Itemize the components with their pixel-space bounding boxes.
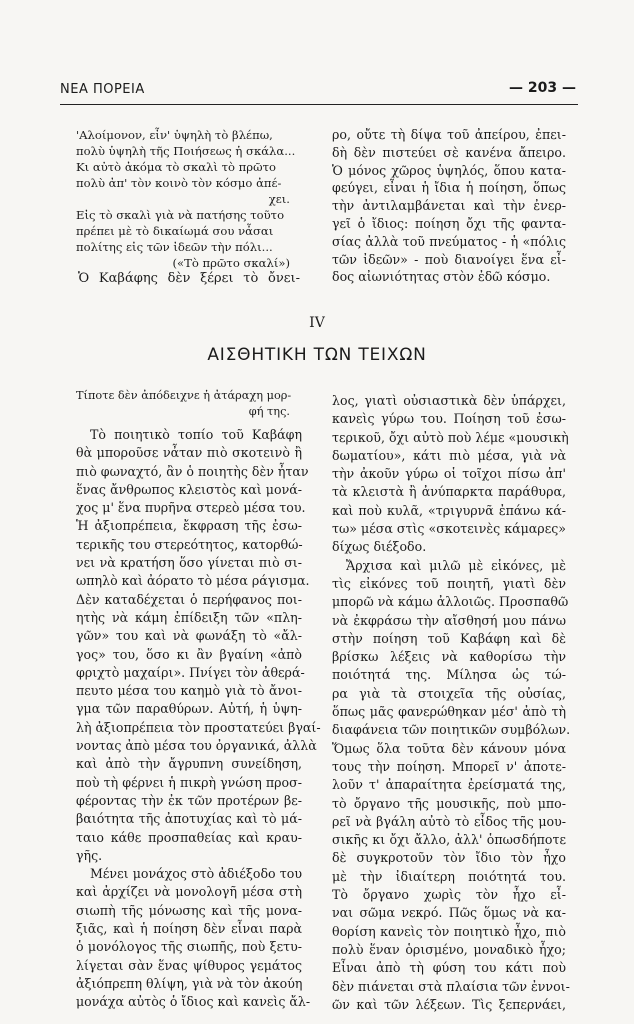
text-line: πευτο μέσα του καημὸ γιὰ τὸ ἄνοι- bbox=[76, 683, 302, 699]
poem-line: πολὺ ἀπ' τὸν κοινὸ τὸν κόσμο ἀπέ- bbox=[76, 176, 282, 190]
text-line: καὶ ἀπὸ τὴν ἄγρυπνη συνείδηση, bbox=[76, 756, 302, 772]
text-line: στὴν ποίηση τοῦ Καβάφη καὶ δὲ bbox=[332, 630, 566, 646]
text-line: τους τὴν ποίηση. Μπορεῖ ν' ἀποτε- bbox=[332, 758, 566, 774]
header-rule bbox=[60, 104, 578, 105]
text-line: Εἶναι ἀπὸ τὴ φύση του κάτι ποὺ bbox=[332, 960, 566, 976]
section-title: ΑΙΣΘΗΤΙΚΗ ΤΩΝ ΤΕΙΧΩΝ bbox=[207, 345, 427, 365]
text-line: διαφάνεια τῶν ποιητικῶν συμβόλων. bbox=[332, 722, 571, 738]
text-line: ὁ μονόλογος τῆς σιωπῆς, ποὺ ξετυ- bbox=[76, 939, 302, 955]
text-line: Ἄρχισα καὶ μιλῶ μὲ εἰκόνες, μὲ bbox=[346, 557, 566, 573]
text-line: νει νὰ κρατήση ὅσο γίνεται πιὸ σι- bbox=[76, 555, 302, 571]
text-line: δὲ συγκροτοῦν τὸν ἴδιο τὸν ἦχο bbox=[332, 850, 566, 866]
text-line: τὶς εἰκόνες τοῦ ποιητῆ, γιατὶ δὲν bbox=[332, 575, 566, 591]
section-numeral: IV bbox=[309, 315, 325, 331]
upper-left-text bbox=[78, 270, 300, 288]
text-line: τὰ κλειστὰ ἢ ἀνύπαρκτα παράθυρα, bbox=[332, 484, 566, 500]
text-line: νὰ ἐκφράσω τὴν αἴσθησή μου πάνω bbox=[332, 612, 566, 628]
text-line: ητὴς νὰ κάμη ἐπίδειξη τῶν «πλη- bbox=[76, 609, 302, 625]
poem-source: («Τὸ πρῶτο σκαλί») bbox=[172, 256, 290, 270]
text-line: Ὁ μόνος χῶρος ὑψηλός, ὅπου κατα- bbox=[332, 162, 566, 178]
text-line: Ὁ Καβάφης δὲν ξέρει τὸ ὄνει- bbox=[78, 271, 300, 286]
text-line: λοῦν τ' ἀπαραίτητα ἐρείσματά της, bbox=[332, 777, 566, 793]
text-line: βαιότητα τῆς ἀποτυχίας καὶ τὸ μά- bbox=[76, 811, 302, 827]
text-line: γος» του, ὅσο κι ἂν βγαίνη «ἀπὸ bbox=[76, 646, 302, 662]
text-line: Τὸ ὄργανο χωρὶς τὸν ἦχο εἶ- bbox=[332, 887, 566, 903]
text-line: θορίση κανεὶς τὸν ποιητικὸ ἦχο, πιὸ bbox=[332, 923, 566, 939]
text-line: δὲν πιάνεται στὰ πλαίσια τῶν ἐννοι- bbox=[332, 978, 570, 994]
text-line: Τὸ ποιητικὸ τοπίο τοῦ Καβάφη bbox=[90, 427, 302, 442]
text-line: μονάχα αὐτὸς ὁ ἴδιος καὶ κανεὶς ἄλ- bbox=[76, 994, 311, 1010]
text-line: Ὅμως ὅλα τοῦτα δὲν κάνουν μόνα bbox=[332, 740, 566, 756]
running-header-journal: ΝΕΑ ΠΟΡΕΙΑ bbox=[60, 82, 145, 97]
text-line: τερικοῦ, ὄχι αὐτὸ ποὺ λέμε «μουσικὴ bbox=[332, 429, 569, 445]
epigraph-line: Τίποτε δὲν ἀπόδειχνε ἡ ἀτάραχη μορ- bbox=[76, 389, 292, 402]
text-line: δωματίου», κάτι πιὸ μέσα, γιὰ νὰ bbox=[332, 447, 566, 463]
text-line: Μένει μονάχος στὸ ἀδιέξοδο του bbox=[90, 866, 302, 882]
text-line: Δὲν καταδέχεται ὁ περήφανος ποι- bbox=[76, 591, 302, 607]
text-line: δος αἰωνιότητας στὸν ἐδῶ κόσμο. bbox=[332, 269, 551, 285]
upper-right-column bbox=[332, 126, 566, 286]
text-line: ρα γιὰ τὰ στοιχεῖα τῆς οὐσίας, bbox=[332, 685, 566, 701]
left-body-column bbox=[76, 426, 321, 1012]
text-line: ρο, οὔτε τὴ δίψα τοῦ ἀπείρου, ἐπει- bbox=[332, 127, 566, 142]
text-line: πολὺ ἕναν ὁρισμένο, μοναδικὸ ἦχο; bbox=[332, 941, 566, 957]
text-line: γμα τῶν παραθύρων. Αὐτή, ἡ ὑψη- bbox=[76, 701, 302, 717]
text-line: λίγεται σὰν ἕνας ψίθυρος γεμάτος bbox=[76, 957, 302, 973]
text-line: λὴ ἀξιοπρέπεια τὸν προστατεύει βγαί- bbox=[76, 719, 321, 735]
text-line: τὸ ὄργανο τῆς μουσικῆς, ποὺ μπο- bbox=[332, 795, 566, 811]
text-line: ποὺ τὴ φέρνει ἡ πικρὴ γνώση προσ- bbox=[76, 774, 302, 790]
text-line: θὰ μποροῦσε νἆταν πιὸ σκοτεινὸ ἢ bbox=[76, 445, 302, 461]
text-line: τῶν ἰδεῶν» - ποὺ διανοίγει ἕνα εἶ- bbox=[332, 251, 566, 267]
text-line: δίχως διέξοδο. bbox=[332, 539, 427, 555]
page-number: — 203 — bbox=[509, 80, 576, 96]
text-line: μὲ τὴν ἰδιαίτερη ποιότητά του. bbox=[332, 868, 566, 884]
right-body-column bbox=[332, 392, 571, 1014]
text-line: φριχτὸ μαχαίρι». Πνίγει τὸν ἀθερά- bbox=[76, 664, 305, 680]
poem-line: Κι αὐτὸ ἀκόμα τὸ σκαλὶ τὸ πρῶτο bbox=[76, 160, 276, 174]
text-line: ποιότητά της. Μίλησα ὡς τώ- bbox=[332, 667, 566, 683]
poem-line: 'Αλοίμονον, εἶν' ὑψηλὴ τὸ βλέπω, bbox=[76, 128, 273, 142]
text-line: κανεὶς γύρω του. Ποίηση τοῦ ἐσω- bbox=[332, 411, 566, 427]
text-line: τερικῆς του στερεότητος, κατορθώ- bbox=[76, 536, 303, 552]
text-line: νοντας ἀπὸ μέσα του ὀργανικά, ἀλλὰ bbox=[76, 738, 317, 754]
epigraph bbox=[76, 388, 290, 420]
text-line: σικῆς κι ὄχι ἄλλο, ἀλλ' ὁπωσδήποτε bbox=[332, 832, 566, 848]
poem-line: πολίτης εἰς τῶν ἰδεῶν τὴν πόλι... bbox=[76, 240, 273, 254]
poem-line: πρέπει μὲ τὸ δικαίωμά σου νἆσαι bbox=[76, 224, 274, 238]
text-line: γῶν» του καὶ νὰ φωνάξη τὸ «ἄλ- bbox=[76, 628, 302, 644]
poem-line: χει. bbox=[268, 192, 290, 206]
text-line: χος μ' ἕνα πυρῆνα στερεὸ μέσα του. bbox=[76, 500, 306, 516]
text-line: φεύγει, εἶναι ἡ ἴδια ἡ ποίηση, ὅπως bbox=[332, 180, 566, 196]
text-line: λος, γιατὶ οὐσιαστικὰ δὲν ὑπάρχει, bbox=[332, 393, 566, 408]
poem-quote bbox=[76, 127, 296, 271]
text-line: γεῖ ὁ ἴδιος: ποίηση ὄχι τῆς φαντα- bbox=[332, 215, 566, 231]
poem-line: Εἰς τὸ σκαλὶ γιὰ νὰ πατήσης τοῦτο bbox=[76, 208, 285, 222]
text-line: ἀξιόπρεπη θλίψη, γιὰ νὰ τὸν ἀκούη bbox=[76, 975, 303, 991]
poem-line: πολὺ ὑψηλὴ τῆς Ποιήσεως ἡ σκάλα... bbox=[76, 144, 296, 158]
text-line: ωπηλὸ καὶ ἀόρατο τὸ μέσα ράγισμα. bbox=[76, 573, 310, 589]
text-line: ὅπως μᾶς φανερώθηκαν μέσ' ἀπὸ τὴ bbox=[332, 704, 566, 720]
text-line: πιὸ φωναχτό, ἂν ὁ ποιητὴς δὲν ἦταν bbox=[76, 463, 309, 479]
text-line: βρίσκω λέξεις νὰ καθορίσω τὴν bbox=[332, 649, 566, 665]
text-line: σιωπὴ τῆς μόνωσης καὶ τῆς μονα- bbox=[76, 902, 302, 918]
text-line: ναι σῶμα νεκρό. Πῶς ὅμως νὰ κα- bbox=[332, 905, 566, 921]
text-line: τὴν ἀντιλαμβάνεται καὶ τὴν ἐνερ- bbox=[332, 198, 566, 214]
text-line: σίας ἀλλὰ τοῦ πνεύματος - ἡ «πόλις bbox=[332, 233, 566, 249]
text-line: ταιο κάθε προσπαθείας καὶ κραυ- bbox=[76, 829, 302, 845]
text-line: ῶν καὶ τῶν λέξεων. Τὶς ξεπερνάει, bbox=[332, 996, 566, 1012]
text-line: ξιᾶς, καὶ ἡ ποίηση δὲν εἶναι παρὰ bbox=[76, 921, 302, 937]
text-line: ρεῖ νὰ βγάλη αὐτὸ τὸ εἶδος τῆς μου- bbox=[332, 813, 566, 829]
text-line: γῆς. bbox=[76, 847, 103, 863]
epigraph-line: φή της. bbox=[248, 405, 290, 418]
text-line: δὴ δὲν πιστεύει σὲ κανένα ἄπειρο. bbox=[332, 144, 566, 160]
text-line: καὶ ποὺ κυλᾶ, «τριγυρνᾶ ἐπάνω κά- bbox=[332, 502, 566, 518]
text-line: μπορῶ νὰ κάμω ἀλλοιῶς. Προσπαθῶ bbox=[332, 594, 569, 610]
text-line: καὶ ἀρχίζει νὰ μονολογῆ μέσα στὴ bbox=[76, 884, 302, 900]
text-line: φέροντας τὴν ἐκ τῶν προτέρων βε- bbox=[76, 792, 302, 808]
text-line: τὴν ἀκοῦν γύρω οἱ τοῖχοι πίσω ἀπ' bbox=[332, 466, 566, 482]
text-line: ἕνας ἄνθρωπος κλειστὸς καὶ μονά- bbox=[76, 481, 302, 497]
text-line: Ἡ ἀξιοπρέπεια, ἔκφραση τῆς ἐσω- bbox=[76, 518, 302, 534]
text-line: τω» μέσα στὶς «σκοτεινὲς κάμαρες» bbox=[332, 521, 566, 537]
